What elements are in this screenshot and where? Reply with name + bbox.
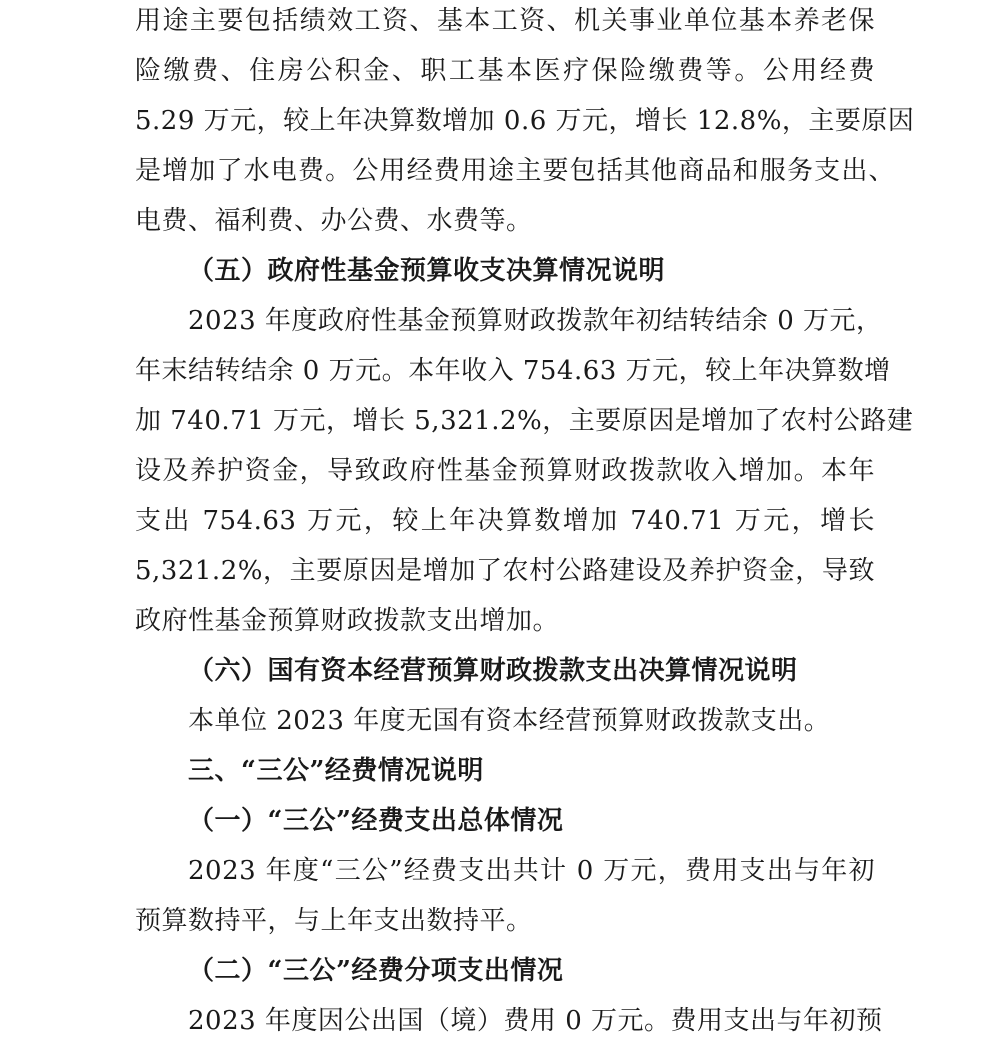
- chapter-heading-three: 三、“三公”经费情况说明: [188, 756, 484, 786]
- paragraph-line: 是增加了水电费。公用经费用途主要包括其他商品和服务支出、: [135, 156, 895, 186]
- paragraph-line: 2023 年度因公出国（境）费用 0 万元。费用支出与年初预: [188, 1006, 883, 1036]
- section-heading-six: （六）国有资本经营预算财政拨款支出决算情况说明: [188, 656, 798, 686]
- paragraph-line: 支出 754.63 万元，较上年决算数增加 740.71 万元，增长: [135, 506, 875, 536]
- paragraph-line: 2023 年度政府性基金预算财政拨款年初结转结余 0 万元，: [188, 306, 883, 336]
- paragraph-line: 设及养护资金，导致政府性基金预算财政拨款收入增加。本年: [135, 456, 875, 486]
- section-heading-five: （五）政府性基金预算收支决算情况说明: [188, 256, 666, 286]
- paragraph-line: 险缴费、住房公积金、职工基本医疗保险缴费等。公用经费: [135, 56, 875, 86]
- paragraph-line: 预算数持平，与上年支出数持平。: [135, 906, 533, 936]
- paragraph-line: 用途主要包括绩效工资、基本工资、机关事业单位基本养老保: [135, 6, 875, 36]
- paragraph-line: 本单位 2023 年度无国有资本经营预算财政拨款支出。: [188, 706, 831, 736]
- paragraph-line: 加 740.71 万元，增长 5,321.2%，主要原因是增加了农村公路建: [135, 406, 914, 436]
- paragraph-line: 年末结转结余 0 万元。本年收入 754.63 万元，较上年决算数增: [135, 356, 891, 386]
- paragraph-line: 政府性基金预算财政拨款支出增加。: [135, 606, 560, 636]
- paragraph-line: 5.29 万元，较上年决算数增加 0.6 万元，增长 12.8%，主要原因: [135, 106, 915, 136]
- paragraph-line: 电费、福利费、办公费、水费等。: [135, 206, 533, 236]
- section-heading-two: （二）“三公”经费分项支出情况: [188, 956, 564, 986]
- paragraph-line: 5,321.2%，主要原因是增加了农村公路建设及养护资金，导致: [135, 556, 875, 586]
- section-heading-one: （一）“三公”经费支出总体情况: [188, 806, 564, 836]
- paragraph-line: 2023 年度“三公”经费支出共计 0 万元，费用支出与年初: [188, 856, 875, 886]
